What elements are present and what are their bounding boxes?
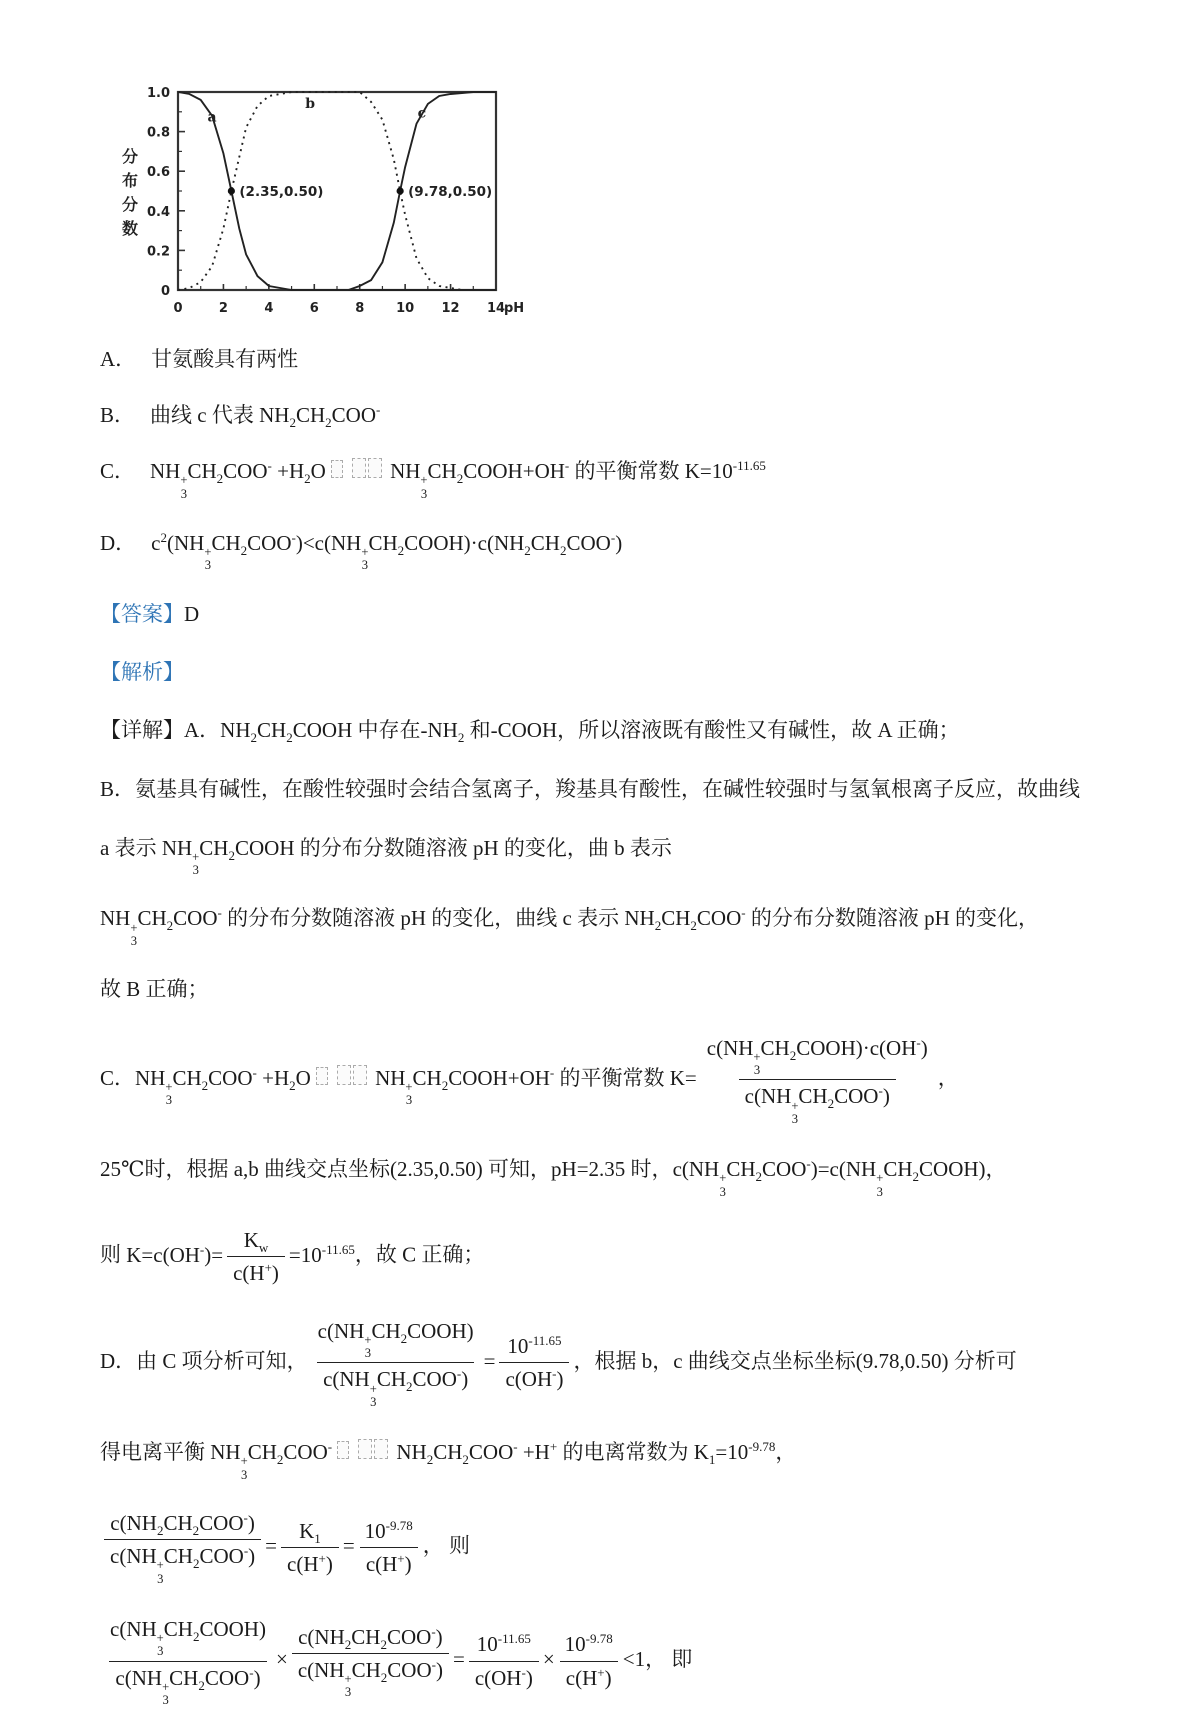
explanation-paragraph — [100, 773, 1114, 807]
text-run: 得电离平衡 — [100, 1440, 211, 1465]
option-label: B． — [100, 403, 136, 427]
chemical-formula: $=10^{-11.65}$ — [288, 1241, 355, 1267]
chemical-formula: = — [452, 1646, 465, 1671]
y-axis-label-char: 分 — [121, 195, 139, 214]
chemical-formula: $NH_2CH_2COO^-$ — [259, 402, 381, 431]
chemical-formula: $NH_2CH_2COO^- +H^+$ — [391, 1439, 558, 1468]
text-run: 的分布分数随溶液 pH 的变化， — [745, 906, 1040, 931]
option-C — [100, 455, 1114, 501]
text-run: 【详解】A． — [100, 718, 221, 743]
chemical-formula: $K=10^{-11.65}$ — [684, 458, 766, 483]
svg-text:12: 12 — [441, 301, 460, 316]
text-run: 曲线 c 代表 — [150, 403, 260, 427]
text-run: 故 B 正确； — [100, 977, 209, 1002]
chemical-formula: NH + 3 $CH_2COO^-$ — [210, 1439, 333, 1482]
chemical-formula: $NH_2CH_2COOH$ — [220, 718, 353, 746]
chemical-formula: c(NH + 3 $CH_2COO^-)=c(NH$ + 3 $CH_2COOH$) — [672, 1156, 986, 1199]
svg-text:6: 6 — [309, 301, 319, 316]
text-run: ， — [985, 1157, 1007, 1182]
chemical-formula: $NH_2CH_2COO^-$ — [624, 905, 746, 934]
text-run: 和-COOH，所以溶液既有酸性又有碱性，故 A 正确； — [464, 718, 960, 743]
svg-text:0: 0 — [160, 284, 170, 299]
intersection-label: (9.78,0.50) — [408, 184, 493, 200]
fraction: c(NH + 3 $CH_2COOH)\cdot c(OH^-)$ c(NH + 3 $CH_2COO^-$) — [706, 1034, 928, 1126]
option-text — [150, 455, 766, 501]
explanation-paragraph — [100, 1153, 1114, 1199]
text-run: 中存在- — [352, 718, 428, 743]
option-label: D． — [100, 530, 137, 555]
text-run: ， — [937, 1065, 959, 1090]
y-axis-label-char: 布 — [121, 171, 139, 190]
explanation-paragraph — [100, 1032, 1114, 1128]
answer-line — [100, 598, 1114, 628]
chemical-formula: NH + 3 $CH_2COOH+OH^-$ — [384, 458, 570, 501]
text-run: 的分布分数随溶液 pH 的变化，曲线 c 表示 — [221, 906, 625, 931]
svg-text:0.4: 0.4 — [146, 204, 170, 220]
text-run: ，故 C 正确； — [354, 1242, 485, 1267]
y-axis-label-char: 分 — [121, 147, 139, 166]
svg-text:0.6: 0.6 — [146, 165, 170, 181]
explanation-paragraph — [100, 902, 1114, 948]
option-label: C． — [100, 459, 136, 483]
missing-glyph-boxes — [329, 458, 382, 478]
chemical-formula: NH + 3 $CH_2COO^- +H_2O$ — [150, 458, 326, 501]
text-run: ，根据 b，c 曲线交点坐标坐标(9.78,0.50) 分析可 — [573, 1348, 1017, 1373]
distribution-fraction-vs-ph-chart — [114, 78, 524, 324]
fraction: $c(NH_2CH_2COO^-)$ c(NH + 3 $CH_2COO^-$) — [292, 1623, 449, 1700]
answer-value: D — [184, 602, 200, 627]
page-content — [100, 78, 1114, 1734]
intersection-point — [228, 187, 235, 194]
explanation-paragraph — [100, 1613, 1114, 1709]
curve-label-b: b — [305, 95, 315, 112]
explanation-paragraph — [100, 1315, 1114, 1411]
chemical-formula: $c^2(NH$ + 3 $CH_2COO^-)<c(NH$ + 3 $CH_2COOH)\cdot c(NH_2CH_2COO^-)$ — [151, 529, 623, 573]
text-run: 的平衡常数 — [554, 1065, 670, 1090]
fraction: $\frac{10^{-11.65}}{c(OH^-)}$ — [469, 1630, 539, 1692]
svg-text:1.0: 1.0 — [146, 86, 170, 101]
svg-text:0: 0 — [173, 301, 183, 316]
question-figure — [114, 78, 524, 329]
explanation-paragraph — [100, 1224, 1114, 1290]
text-run: ， 即 — [645, 1646, 693, 1671]
text-run: 25℃时，根据 a,b 曲线交点坐标(2.35,0.50) 可知，pH=2.35 时， — [100, 1157, 673, 1182]
svg-text:4: 4 — [264, 301, 274, 316]
option-text — [150, 399, 380, 429]
svg-text:2: 2 — [218, 301, 228, 316]
chemical-formula: × — [275, 1646, 288, 1671]
text-run: D．由 C 项分析可知， — [100, 1348, 308, 1373]
y-axis-label-char: 数 — [121, 219, 139, 238]
option-text — [151, 343, 298, 373]
svg-text:10: 10 — [396, 301, 415, 316]
chemical-formula: <1 — [622, 1646, 646, 1671]
svg-text:14: 14 — [486, 301, 506, 316]
curve-label-c: c — [417, 105, 427, 122]
chemical-formula: = — [342, 1533, 355, 1558]
fraction: $\frac{10^{-11.65}}{c(OH^-)}$ — [499, 1332, 569, 1394]
chemical-formula: = — [483, 1348, 496, 1373]
option-D — [100, 527, 1114, 573]
option-A — [100, 343, 1114, 373]
x-axis-label: pH — [504, 301, 524, 316]
chemical-formula: NH + 3 $CH_2COO^- +H_2O$ — [135, 1064, 311, 1108]
text-run: 的平衡常数 — [569, 459, 685, 483]
fraction: $\frac{K_w}{c(H^+)}$ — [227, 1226, 285, 1288]
option-label: A． — [100, 347, 137, 371]
explanation-section — [100, 714, 1114, 1709]
text-run: C． — [100, 1065, 136, 1090]
options-list — [100, 343, 1114, 572]
chemical-formula: K=c(OH-)= — [126, 1241, 224, 1267]
fraction: c(NH + 3 $CH_2COOH$) c(NH + 3 $CH_2COO^-$) — [317, 1318, 474, 1409]
text-run: 的分布分数随溶液 pH 的变化，曲 b 表示 — [294, 835, 672, 860]
svg-text:0.8: 0.8 — [146, 125, 170, 141]
option-text — [151, 531, 622, 573]
explanation-paragraph — [100, 1436, 1114, 1482]
analysis-line — [100, 656, 1114, 686]
chemical-formula: NH + 3 $CH_2COOH$ — [161, 835, 295, 878]
explanation-paragraph — [100, 1507, 1114, 1588]
fraction: $\frac{10^{-9.78}}{c(H^+)}$ — [359, 1517, 419, 1579]
chemical-formula: × — [542, 1646, 555, 1671]
text-run: B．氨基具有碱性，在酸性较强时会结合氢离子，羧基具有酸性，在碱性较强时与氢氧根离子反应，故曲线 — [100, 777, 1081, 802]
fraction: $\frac{10^{-9.78}}{c(H^+)}$ — [559, 1630, 619, 1692]
chemical-formula: NH + 3 $CH_2COO^-$ — [100, 905, 222, 948]
missing-glyph-boxes — [314, 1065, 367, 1085]
curve-label-a: a — [207, 109, 217, 126]
fraction: $\frac{K_1}{c(H^+)}$ — [281, 1517, 339, 1579]
text-run: 甘氨酸具有两性 — [151, 347, 299, 371]
explanation-paragraph — [100, 832, 1114, 878]
text-run: ， 则 — [422, 1533, 471, 1558]
svg-text:8: 8 — [355, 301, 365, 316]
chemical-formula: = — [265, 1533, 277, 1558]
fraction: c(NH + 3 $CH_2COOH$) c(NH + 3 $CH_2COO^-$) — [110, 1616, 266, 1708]
answer-tag: 【答案】 — [100, 602, 184, 627]
chemical-formula: $K_1=10^{-9.78}$ — [693, 1439, 776, 1468]
option-B — [100, 399, 1114, 429]
text-run: a 表示 — [100, 835, 162, 860]
analysis-tag: 【解析】 — [100, 660, 184, 685]
fraction: $c(NH_2CH_2COO^-)$ c(NH + 3 $CH_2COO^-$) — [104, 1509, 261, 1586]
text-run: 的电离常数为 — [557, 1440, 694, 1465]
text-run: ， — [775, 1440, 797, 1465]
text-run: 则 — [100, 1242, 127, 1267]
chemical-formula: NH + 3 $CH_2COOH+OH^-$ — [369, 1064, 555, 1108]
intersection-point — [397, 187, 404, 194]
svg-text:0.2: 0.2 — [146, 244, 170, 260]
explanation-paragraph — [100, 973, 1114, 1007]
chemical-formula: K= — [669, 1065, 697, 1090]
explanation-paragraph — [100, 714, 1114, 748]
chemical-formula: $NH_2$ — [427, 718, 465, 746]
missing-glyph-boxes — [335, 1439, 388, 1459]
intersection-label: (2.35,0.50) — [239, 184, 324, 200]
